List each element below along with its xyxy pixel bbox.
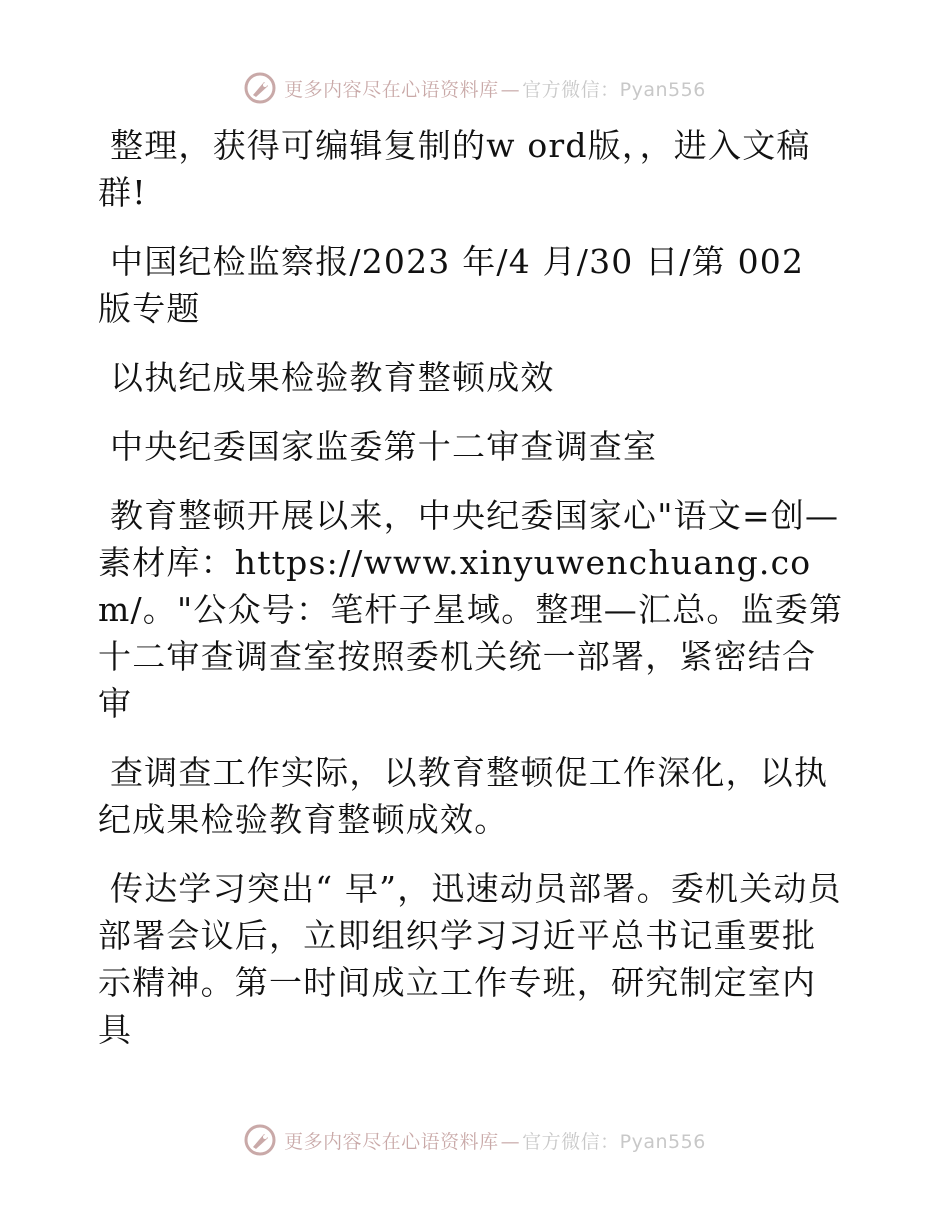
paragraph: 中国纪检监察报/2023 年/4 月/30 日/第 002 版专题: [98, 242, 805, 328]
watermark-text: 更多内容尽在心语资料库 — 官方微信：Pyan556: [284, 78, 706, 101]
footer-watermark: [0, 1120, 950, 1160]
article-author: 中央纪委国家监委第十二审查调查室: [110, 427, 658, 466]
article-title: 以执纪成果检验教育整顿成效: [110, 358, 555, 397]
paragraph: 查调查工作实际，以教育整顿促工作深化，以执纪成果检验教育整顿成效。: [98, 753, 829, 839]
paragraph: 教育整顿开展以来，中央纪委国家心"语文=创—素材库：https://www.xinyuwenchuang.com/。"公众号：笔杆子星域。整理—汇总。监委第十二审查调查室按照委机关统一部署，紧密结合审: [98, 496, 844, 723]
paragraph: 传达学习突出“ 早”，迅速动员部署。委机关动员部署会议后，立即组织学习习近平总书记重要批示精神。第一时间成立工作专班，研究制定室内具: [98, 869, 842, 1049]
pen-nib-logo-icon: [244, 1124, 276, 1156]
pen-nib-logo-icon: [244, 72, 276, 104]
document-body: [98, 122, 850, 1075]
watermark-text: 更多内容尽在心语资料库 — 官方微信：Pyan556: [284, 1130, 706, 1153]
paragraph: 整理，获得可编辑复制的w ord版，，进入文稿群!: [98, 126, 811, 212]
header-watermark: [0, 68, 950, 108]
